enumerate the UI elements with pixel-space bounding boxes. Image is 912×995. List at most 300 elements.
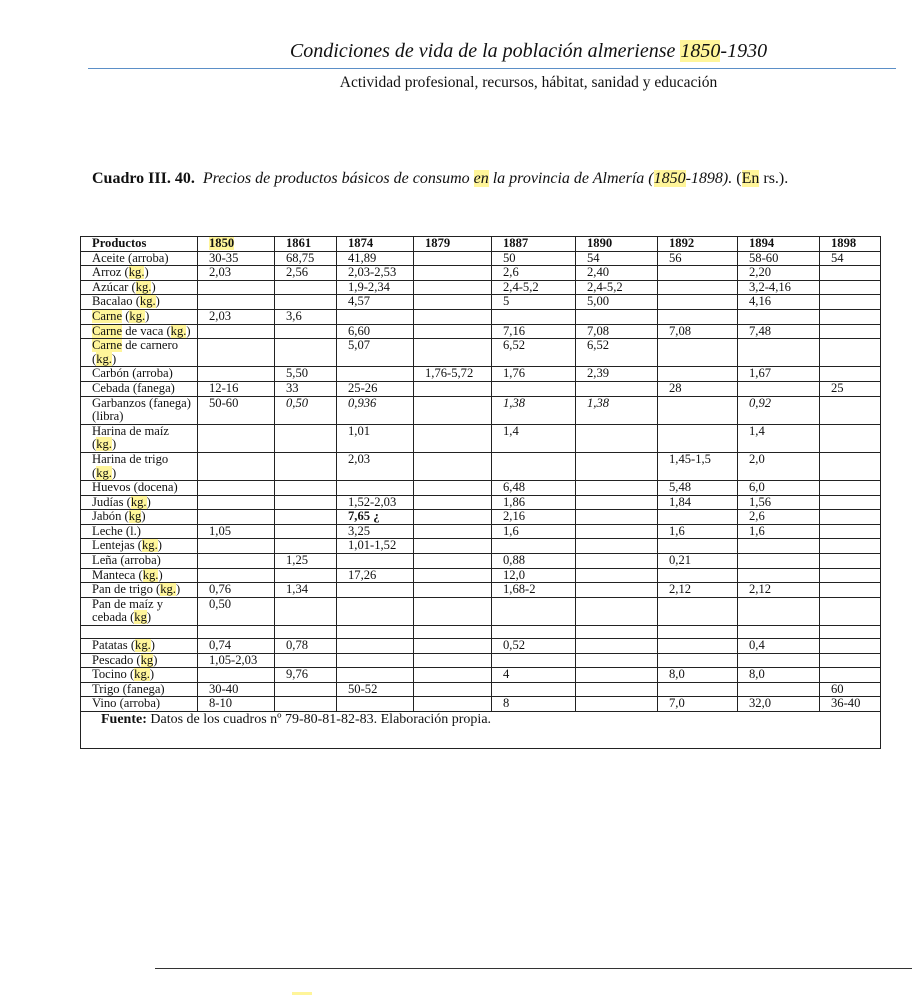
price-cell: 1,38 (492, 396, 576, 424)
price-cell (337, 668, 414, 683)
price-cell: 1,01 (337, 424, 414, 452)
price-cell: 0,76 (198, 583, 275, 598)
header-title-end: -1930 (720, 40, 768, 62)
price-cell: 2,16 (492, 510, 576, 525)
price-cell (198, 554, 275, 569)
product-name: Lentejas (kg.) (81, 539, 198, 554)
price-cell: 0,21 (658, 554, 738, 569)
product-name: Pan de maíz y cebada (kg) (81, 597, 198, 625)
price-cell (820, 583, 881, 598)
price-cell (414, 424, 492, 452)
table-row (81, 452, 881, 480)
caption-part-c: -1898). (685, 170, 733, 187)
price-cell: 1,01-1,52 (337, 539, 414, 554)
caption-part-d: ( (732, 170, 742, 187)
empty-cell (414, 626, 492, 639)
price-cell (820, 639, 881, 654)
price-cell: 7,48 (738, 324, 820, 339)
table-row-spacer (81, 626, 881, 639)
price-cell (658, 539, 738, 554)
price-cell (820, 524, 881, 539)
price-cell: 6,0 (738, 481, 820, 496)
price-cell (414, 554, 492, 569)
price-cell (414, 682, 492, 697)
price-cell (738, 381, 820, 396)
product-name: Aceite (arroba) (81, 251, 198, 266)
price-cell (576, 682, 658, 697)
price-cell: 1,05 (198, 524, 275, 539)
header-subtitle: Actividad profesional, recursos, hábitat, sanidad y educación (339, 74, 718, 91)
table-row (81, 524, 881, 539)
price-cell (275, 424, 337, 452)
price-cell: 25-26 (337, 381, 414, 396)
price-cell: 1,56 (738, 495, 820, 510)
header-title (0, 40, 912, 63)
product-name: Carne de vaca (kg.) (81, 324, 198, 339)
product-name: Harina de maíz (kg.) (81, 424, 198, 452)
price-cell (337, 583, 414, 598)
price-cell (414, 266, 492, 281)
price-cell (820, 452, 881, 480)
price-cell (337, 309, 414, 324)
price-cell (414, 396, 492, 424)
price-cell (492, 682, 576, 697)
price-cell (492, 653, 576, 668)
price-cell (576, 524, 658, 539)
caption-text (203, 170, 732, 187)
table-caption (92, 170, 907, 188)
empty-cell (275, 626, 337, 639)
price-cell (658, 367, 738, 382)
col-header-1887: 1887 (492, 237, 576, 252)
price-cell: 30-40 (198, 682, 275, 697)
price-cell (275, 339, 337, 367)
price-cell (576, 381, 658, 396)
price-cell (492, 597, 576, 625)
price-cell (658, 653, 738, 668)
price-cell (275, 539, 337, 554)
price-cell (658, 396, 738, 424)
price-cell: 7,16 (492, 324, 576, 339)
price-cell (658, 280, 738, 295)
table-row (81, 251, 881, 266)
price-cell: 1,76 (492, 367, 576, 382)
empty-cell (820, 626, 881, 639)
price-cell (658, 266, 738, 281)
source-row (81, 712, 881, 749)
product-name: Leche (l.) (81, 524, 198, 539)
product-name: Pescado (kg) (81, 653, 198, 668)
price-cell (820, 324, 881, 339)
price-cell: 2,03 (198, 266, 275, 281)
price-cell (820, 653, 881, 668)
table-row (81, 597, 881, 625)
table-row (81, 697, 881, 712)
source-label: Fuente: (101, 712, 147, 727)
price-cell (576, 597, 658, 625)
table-row (81, 554, 881, 569)
price-cell: 2,03 (337, 452, 414, 480)
price-cell (198, 295, 275, 310)
caption-highlight-en: en (473, 170, 489, 187)
price-cell (198, 481, 275, 496)
price-cell: 8-10 (198, 697, 275, 712)
empty-cell (81, 626, 198, 639)
price-cell (658, 682, 738, 697)
price-cell (492, 309, 576, 324)
price-cell: 8,0 (738, 668, 820, 683)
price-cell: 3,25 (337, 524, 414, 539)
price-cell (820, 481, 881, 496)
table-row (81, 510, 881, 525)
price-cell: 33 (275, 381, 337, 396)
price-cell (576, 539, 658, 554)
price-cell (414, 524, 492, 539)
price-cell: 25 (820, 381, 881, 396)
price-cell (576, 309, 658, 324)
table-row (81, 639, 881, 654)
price-cell: 0,50 (275, 396, 337, 424)
empty-cell (337, 626, 414, 639)
price-cell (414, 639, 492, 654)
price-cell: 1,9-2,34 (337, 280, 414, 295)
product-name: Manteca (kg.) (81, 568, 198, 583)
price-cell: 1,4 (492, 424, 576, 452)
caption-part-e: rs.). (759, 170, 789, 187)
col-header-productos: Productos (81, 237, 198, 252)
source-note (81, 712, 881, 749)
price-cell (820, 309, 881, 324)
price-cell (492, 539, 576, 554)
price-cell: 5,07 (337, 339, 414, 367)
price-cell: 2,03-2,53 (337, 266, 414, 281)
price-cell: 7,0 (658, 697, 738, 712)
price-cell (414, 597, 492, 625)
price-cell (658, 510, 738, 525)
price-cell: 30-35 (198, 251, 275, 266)
price-cell (414, 339, 492, 367)
price-cell: 2,03 (198, 309, 275, 324)
price-cell (658, 597, 738, 625)
product-name: Tocino (kg.) (81, 668, 198, 683)
price-cell: 1,6 (658, 524, 738, 539)
price-cell: 1,38 (576, 396, 658, 424)
col-header-1874: 1874 (337, 237, 414, 252)
price-cell (576, 481, 658, 496)
col-header-1879: 1879 (414, 237, 492, 252)
price-cell (198, 539, 275, 554)
price-cell: 58-60 (738, 251, 820, 266)
price-cell: 54 (576, 251, 658, 266)
price-cell (275, 324, 337, 339)
price-cell (414, 583, 492, 598)
empty-cell (198, 626, 275, 639)
price-cell (576, 653, 658, 668)
price-cell (492, 381, 576, 396)
table-row (81, 653, 881, 668)
price-cell (198, 568, 275, 583)
table-row (81, 266, 881, 281)
table-row (81, 339, 881, 367)
price-cell (658, 424, 738, 452)
price-cell: 2,12 (738, 583, 820, 598)
price-cell (576, 583, 658, 598)
price-cell: 12,0 (492, 568, 576, 583)
price-cell (414, 568, 492, 583)
price-cell: 7,65 ¿ (337, 510, 414, 525)
price-cell (492, 452, 576, 480)
price-cell (738, 554, 820, 569)
price-cell (738, 568, 820, 583)
price-cell (275, 653, 337, 668)
price-cell: 28 (658, 381, 738, 396)
price-cell: 2,4-5,2 (492, 280, 576, 295)
price-cell (658, 295, 738, 310)
price-cell (658, 639, 738, 654)
table-row (81, 539, 881, 554)
price-cell: 1,84 (658, 495, 738, 510)
price-cell (820, 597, 881, 625)
table-row (81, 583, 881, 598)
price-cell: 1,86 (492, 495, 576, 510)
price-cell: 0,50 (198, 597, 275, 625)
price-cell (738, 539, 820, 554)
price-cell (414, 668, 492, 683)
price-cell: 68,75 (275, 251, 337, 266)
price-cell (414, 539, 492, 554)
price-cell (658, 309, 738, 324)
price-cell (820, 539, 881, 554)
price-cell (337, 367, 414, 382)
price-cell: 0,74 (198, 639, 275, 654)
price-cell (820, 339, 881, 367)
price-cell: 5,00 (576, 295, 658, 310)
price-cell (337, 597, 414, 625)
price-cell (820, 266, 881, 281)
price-cell (337, 639, 414, 654)
price-cell (275, 452, 337, 480)
price-cell (576, 568, 658, 583)
price-cell: 1,45-1,5 (658, 452, 738, 480)
price-cell: 1,68-2 (492, 583, 576, 598)
table-row (81, 682, 881, 697)
price-cell: 7,08 (576, 324, 658, 339)
price-cell: 4,16 (738, 295, 820, 310)
price-cell: 2,20 (738, 266, 820, 281)
price-cell (414, 481, 492, 496)
table-row (81, 668, 881, 683)
price-cell (576, 668, 658, 683)
table-row (81, 295, 881, 310)
price-cell (576, 554, 658, 569)
caption-label: Cuadro III. 40. (92, 170, 195, 187)
caption-highlight-unit: En (741, 170, 760, 187)
price-cell: 60 (820, 682, 881, 697)
price-cell: 3,2-4,16 (738, 280, 820, 295)
price-cell (576, 452, 658, 480)
price-cell: 4 (492, 668, 576, 683)
price-cell (658, 568, 738, 583)
empty-cell (492, 626, 576, 639)
price-cell: 1,6 (738, 524, 820, 539)
product-name: Patatas (kg.) (81, 639, 198, 654)
price-cell: 6,60 (337, 324, 414, 339)
price-cell: 1,4 (738, 424, 820, 452)
price-cell: 1,6 (492, 524, 576, 539)
prices-table (80, 236, 881, 749)
price-cell: 3,6 (275, 309, 337, 324)
header-title-year: 1850 (680, 40, 721, 62)
price-cell (414, 251, 492, 266)
price-cell (198, 510, 275, 525)
price-cell (738, 309, 820, 324)
table-row (81, 309, 881, 324)
product-name: Harina de trigo (kg.) (81, 452, 198, 480)
product-name: Azúcar (kg.) (81, 280, 198, 295)
table-row (81, 381, 881, 396)
footer-divider (155, 968, 912, 969)
price-cell: 32,0 (738, 697, 820, 712)
price-cell: 2,4-5,2 (576, 280, 658, 295)
price-cell: 2,39 (576, 367, 658, 382)
price-cell (576, 495, 658, 510)
price-cell (198, 452, 275, 480)
caption-highlight-year: 1850 (653, 170, 686, 187)
price-cell (275, 510, 337, 525)
product-name: Arroz (kg.) (81, 266, 198, 281)
table-row (81, 367, 881, 382)
price-cell (275, 697, 337, 712)
price-cell (738, 653, 820, 668)
price-cell (576, 424, 658, 452)
product-name: Bacalao (kg.) (81, 295, 198, 310)
price-cell: 0,88 (492, 554, 576, 569)
price-cell: 0,936 (337, 396, 414, 424)
price-cell (820, 668, 881, 683)
price-cell: 50-60 (198, 396, 275, 424)
price-cell: 9,76 (275, 668, 337, 683)
table-header-row (81, 237, 881, 252)
price-cell: 50 (492, 251, 576, 266)
product-name: Cebada (fanega) (81, 381, 198, 396)
price-cell: 1,05-2,03 (198, 653, 275, 668)
col-header-1890: 1890 (576, 237, 658, 252)
price-cell: 36-40 (820, 697, 881, 712)
price-cell: 50-52 (337, 682, 414, 697)
price-cell (820, 495, 881, 510)
price-cell: 4,57 (337, 295, 414, 310)
price-cell (820, 568, 881, 583)
price-cell: 17,26 (337, 568, 414, 583)
product-name: Pan de trigo (kg.) (81, 583, 198, 598)
price-cell: 2,40 (576, 266, 658, 281)
price-cell: 6,52 (576, 339, 658, 367)
empty-cell (576, 626, 658, 639)
price-cell (275, 568, 337, 583)
col-header-1898: 1898 (820, 237, 881, 252)
product-name: Carne (kg.) (81, 309, 198, 324)
table-row (81, 280, 881, 295)
price-cell (275, 481, 337, 496)
price-cell (275, 597, 337, 625)
price-cell (414, 653, 492, 668)
price-cell (576, 510, 658, 525)
table-row (81, 481, 881, 496)
price-cell (820, 424, 881, 452)
price-cell: 2,12 (658, 583, 738, 598)
price-cell: 1,25 (275, 554, 337, 569)
product-name: Judías (kg.) (81, 495, 198, 510)
product-name: Huevos (docena) (81, 481, 198, 496)
product-name: Carne de carnero (kg.) (81, 339, 198, 367)
price-cell (414, 495, 492, 510)
product-name: Vino (arroba) (81, 697, 198, 712)
price-cell (275, 524, 337, 539)
price-cell: 6,52 (492, 339, 576, 367)
price-cell (820, 554, 881, 569)
price-cell (820, 280, 881, 295)
caption-part-b: la provincia de Almería ( (488, 170, 654, 187)
price-cell (414, 381, 492, 396)
price-cell (738, 682, 820, 697)
price-cell: 12-16 (198, 381, 275, 396)
header-title-text: Condiciones de vida de la población almeriense (289, 40, 681, 62)
price-cell (198, 367, 275, 382)
col-header-1892: 1892 (658, 237, 738, 252)
price-cell (414, 324, 492, 339)
price-cell: 2,6 (492, 266, 576, 281)
price-cell (198, 668, 275, 683)
price-cell (414, 510, 492, 525)
header-divider (88, 68, 896, 69)
price-cell: 8,0 (658, 668, 738, 683)
price-cell (820, 367, 881, 382)
price-cell (337, 554, 414, 569)
product-name: Trigo (fanega) (81, 682, 198, 697)
price-cell (198, 324, 275, 339)
price-cell: 2,56 (275, 266, 337, 281)
price-cell (275, 682, 337, 697)
price-cell (414, 295, 492, 310)
price-cell: 0,78 (275, 639, 337, 654)
price-cell (414, 280, 492, 295)
price-cell (337, 697, 414, 712)
price-cell: 0,52 (492, 639, 576, 654)
col-header-1850 (198, 237, 275, 252)
caption-part-a: Precios de productos básicos de consumo (202, 170, 474, 187)
price-cell (337, 653, 414, 668)
table-row (81, 324, 881, 339)
price-cell: 8 (492, 697, 576, 712)
product-name: Garbanzos (fanega) (libra) (81, 396, 198, 424)
table-body (81, 251, 881, 711)
price-cell (275, 495, 337, 510)
price-cell (337, 481, 414, 496)
price-cell: 5,48 (658, 481, 738, 496)
price-cell: 6,48 (492, 481, 576, 496)
price-cell: 41,89 (337, 251, 414, 266)
col-header-1861: 1861 (275, 237, 337, 252)
price-cell (198, 495, 275, 510)
product-name: Jabón (kg) (81, 510, 198, 525)
table-row (81, 424, 881, 452)
price-cell (414, 309, 492, 324)
price-cell (576, 697, 658, 712)
price-cell (820, 295, 881, 310)
price-cell: 5 (492, 295, 576, 310)
price-cell: 1,52-2,03 (337, 495, 414, 510)
price-cell (198, 424, 275, 452)
